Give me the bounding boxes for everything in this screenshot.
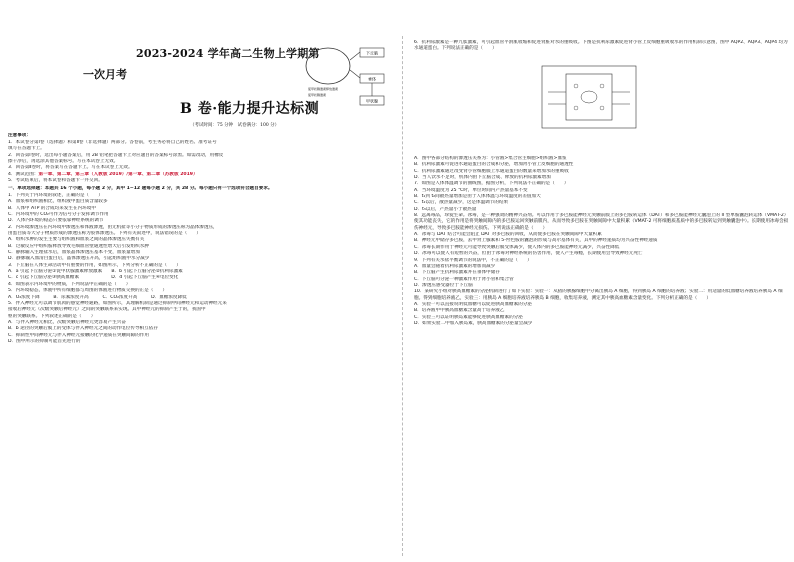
left-questions (8, 193, 394, 345)
question-line: 1．下列关于内环境的叙述，正确的是（ ） (8, 193, 103, 198)
question-line: D．人体内环境的稳态只要依靠神经系统的调节 (8, 218, 104, 224)
question-line: 接收后神经元（次级突触后神经元）之间的突触联系来实现。其中神经元的抑制产生于的，我国中 (8, 307, 206, 313)
note-item: 填写在答题卡上。 (8, 146, 45, 152)
question-line: A．冰毒与 DAT 结合可能会阻止 DAT 对多巴胺的回收，从而使多巴胺在突触间隙中大量积累 (414, 232, 602, 238)
question-line: D．冰毒可以使人有短暂的兴奋，但由于冰毒对神经系统的伤害作用，使人产生毒瘾，长期使用会导致神经元死亡 (414, 251, 643, 257)
question-line: A．a 引起下丘脑分泌①促甲状腺激素释放激素 B．b 引起下丘脑分泌②抗利尿激素 (8, 269, 183, 275)
note-item: 3．回答第Ⅱ卷时，将答案写在答题卡上。写在本试卷上无效。 (8, 165, 133, 171)
question-line: C．冰毒长期作用于神经元可能导致突触后膜受体减少，使人体内的多巴胺能神经元减少，兴奋性降低 (414, 244, 620, 250)
hypothalamus-diagram (300, 40, 390, 116)
right-questions (414, 156, 790, 327)
note-item: 1．本试卷分第Ⅰ卷（选择题）和第Ⅱ卷（非选择题）两部分。答卷前，考生务必将自己的姓名、准考证号 (8, 140, 217, 145)
question-line: D．静脉输入血清白蛋白后，晶体渗透压升高，引起组织液中水分减少 (8, 256, 150, 262)
question-line: A．血量会随着抗利尿激素的增加而减少 (414, 263, 496, 269)
note-scope-value: 第一章、第二章、第三章（人教版 2019）/第一章、第二章（苏教版 2019） (38, 171, 198, 177)
note-scope-label: 4．测试范围： (8, 171, 39, 177)
question-line: 3．下丘脑在人体生命活动中有重要的作用，如图所示，下列分析不正确的是（ ） (8, 262, 181, 268)
note-item: 5．考试结束后，将本试卷和答题卡一并交回。 (8, 178, 103, 184)
question-line: 2．内环境渗透压在内环境中渗透压和体液渗透，由无机盐等小分子物质形成的渗透压称为晶体渗透压， (8, 224, 218, 230)
diagram-label-tsh: 促甲状腺激素 (308, 93, 327, 97)
question-line: C．实验三可以证明胰岛素能够促进胰高血糖素的分泌 (414, 314, 523, 320)
section1-heading: 一、单项选择题：本题共 16 个小题，每小题 2 分，其中 1~12 题每小题 2 分，共 28 分。每小题只有一个选项符合题目要求。 (8, 186, 273, 191)
notes-heading: 注意事项： (8, 133, 31, 138)
question-line: A．当环境温度为 25 ℃时，单位时间内产热量基本不变 (414, 187, 528, 193)
question-line: 8．远离毒品，珍爱生命。冰毒，是一种强效的精神兴奋剂。可以作用于多巴胺能神经元突触前膜上的多巴胺转运体（DAT）和多巴胺能神经元囊泡上的 II 型单胺囊泡转运体（VMAT-2）使其功能丧失，它的作用是将突触间隙内的多巴胺运回突触前膜内，从而导致多巴胺在突触间隙中大量积累（VMAT-2 可将细胞质基质中的多巴胺转运到突触囊泡中）。长期使用冰毒会损伤神经元，导致多巴胺能神经元损伤。下列说法正确的是（ ） (414, 213, 789, 231)
diagram-label-hypothalamus: 下丘脑 (366, 50, 378, 56)
question-line: B．下丘脑产生抗利尿激素并在垂体中储存 (414, 270, 500, 276)
question-line: A．图中各部分结构的渗透压关系为：小管液>集合管主细胞>组织液>血浆 (414, 156, 567, 161)
question-line: B．神经元中储存多巴胺，去甲肾上腺素和 5-羟色胺的囊泡的形成与高尔基体有关，其中的神经递质均为兴奋性神经递质 (414, 238, 658, 244)
note-item: 擦干净后，再选涂其他答案标号。写在本试卷上无效。 (8, 159, 119, 165)
question-line: B．t₁到 t₂间散热量增加是由于人体体温与环境温度的差值加大 (414, 194, 541, 200)
diagram-label-trh: 促甲状腺激素释放激素 (308, 87, 339, 91)
question-line: D．如果实验二中加入胰岛素，胰高血糖素的分泌量会减少 (414, 320, 533, 326)
question-line: B．人体中 ATP 的合成均来发生在内环境中 (8, 205, 96, 211)
question-line: C．c 引起下丘脑分泌③胰高血糖素 D．d 引起下丘脑产生④电位变化 (8, 275, 179, 281)
question-line: A．组织水肿的发生主要与组织液和血浆之间的晶体渗透压失衡有关 (8, 237, 145, 243)
exam-title-line3: B 卷·能力提升达标测 (180, 101, 320, 117)
question-line: 9．下列有关水盐平衡调节的说法中，不正确的是（ ） (414, 257, 532, 263)
question-line: B．过敏反应中组织胺释放导致毛细血管壁通透性增大后引发组织水肿 (8, 243, 149, 249)
question-line: 5．内环境稳态，体液中所有细胞都与周围的体液进行物质交换的正是（ ） (8, 288, 168, 294)
question-line: A．实验一可以直接说明低血糖可以促进胰高血糖素的分泌 (414, 301, 532, 307)
right-column (408, 0, 794, 562)
diagram-label-pituitary: 垂体 (368, 76, 376, 82)
column-divider (402, 36, 403, 556)
note-item: 2．回答第Ⅰ卷时，选出每小题答案后，用 2B 铅笔把答题卡上对应题目的答案标号涂黑。如需改动，用橡皮 (8, 152, 224, 158)
question-line: D．渗透压感受器位于下丘脑 (414, 282, 473, 288)
question-line: D．当人饮水不足时，机体内由下丘脑合成、释放的抗利尿激素增加 (414, 175, 551, 181)
question-line: 5．伴入神经元可以调节肌肉的感觉神经通路，如图所示，其理解机制是通过抑制中间神经元和运动神经元来 (8, 300, 227, 306)
question-line: A．血浆和组织液相比，组织液中蛋白质含量较多 (8, 199, 108, 205)
exam-title-line2: 一次月考 (83, 68, 127, 81)
question-line: D．图中所示的抑制可能首先进行的 (8, 338, 81, 344)
question-line: D．t₃以后，产热量小于散热量 (414, 206, 477, 212)
question-line: 枢的突触联系。下列叙述正确的是（ ） (8, 313, 96, 319)
question-line: 4．如图表示内环境中的物质，下列说法中正确的是（ ） (8, 281, 131, 287)
question-line: 10．某研究小组对胰高血糖素的分泌机制进行了如下实验：实验一：从猪的胰腺细胞中分离出胰岛 A 细胞，得到胰岛 A 细胞的培养液；实验二：用适量的低血糖培养液培养胰岛 A 细胞。得到细胞培养液乙，实验三：用胰岛 A 细胞培养液培养胰岛 B 细胞，收集培养液，测定其中胰高血糖素含量变化。下列分析正确的是（ ） (414, 289, 783, 301)
notes-list (8, 140, 394, 184)
question-line: 7．如图是人体体温调节的曲线图，据图分析，下列说法不正确的是（ ） (414, 181, 569, 187)
question-line: B．抗利尿激素可促进水通道蛋白的合成和分泌，增加肾小管上皮细胞的通透性 (414, 162, 574, 168)
question-line: C．静脉输入生理盐水后，血浆晶体渗透压基本不变，血浆量增加 (8, 250, 140, 256)
diagram-label-thyroid: 甲状腺 (366, 98, 378, 104)
question-line: 由蛋白质等大分子物质形成的渗透压称为胶体渗透压。下列有关叙述中，说法错误的是（ ） (8, 231, 201, 237)
question-line: A．与伴入神经元相比，次级突触后神经元更容易产生兴奋 (8, 319, 126, 325)
question-line: C．抗利尿激素通过改变肾小管细胞膜上水通道蛋白的数量来增加水的重吸收 (414, 168, 569, 174)
question-line: 6．抗利尿激素是一种九肽激素，可引起血管平滑肌收缩和促进肾脏对水的重吸收。下图是抗利尿激素促进肾小管上皮细胞重吸收水的作用机制示意图，图中 AQP2、AQP3、AQP4 均为水通道蛋白。下列说法正确的是（ ） (414, 40, 788, 52)
question-line: C．下丘脑可分泌一种激素作用于肾小管和集合管 (414, 276, 514, 282)
question-line: C．抑制性中间神经元与伴入神经元接触的化学递质在突触间隙的作用 (8, 332, 150, 338)
question-line: C．t₂以后，散热量减少，这是体温调节的结果 (414, 200, 509, 206)
q6-stem-block (414, 40, 790, 53)
question-line: A．O₂浓度下降 B．尿素浓度升高 C．CO₂浓度升高 D．血糖浓度降低 (8, 294, 187, 300)
exam-title-line1: 2023-2024 学年高二生物上学期第 (136, 47, 320, 60)
question-line: C．内环境中的 CO₂可作为信号分子发挥调节作用 (8, 212, 109, 218)
question-line: B．b 途径的突触后膜上的受体与伴入神经元之间的动作电位传导相互依存 (8, 326, 158, 332)
question-line: B．培养液甲中胰高血糖素含量高于培养液乙 (414, 308, 505, 314)
exam-meta: （考试时间：75 分钟 试卷满分：100 分） (190, 123, 280, 128)
kidney-cell-figure (540, 62, 638, 132)
